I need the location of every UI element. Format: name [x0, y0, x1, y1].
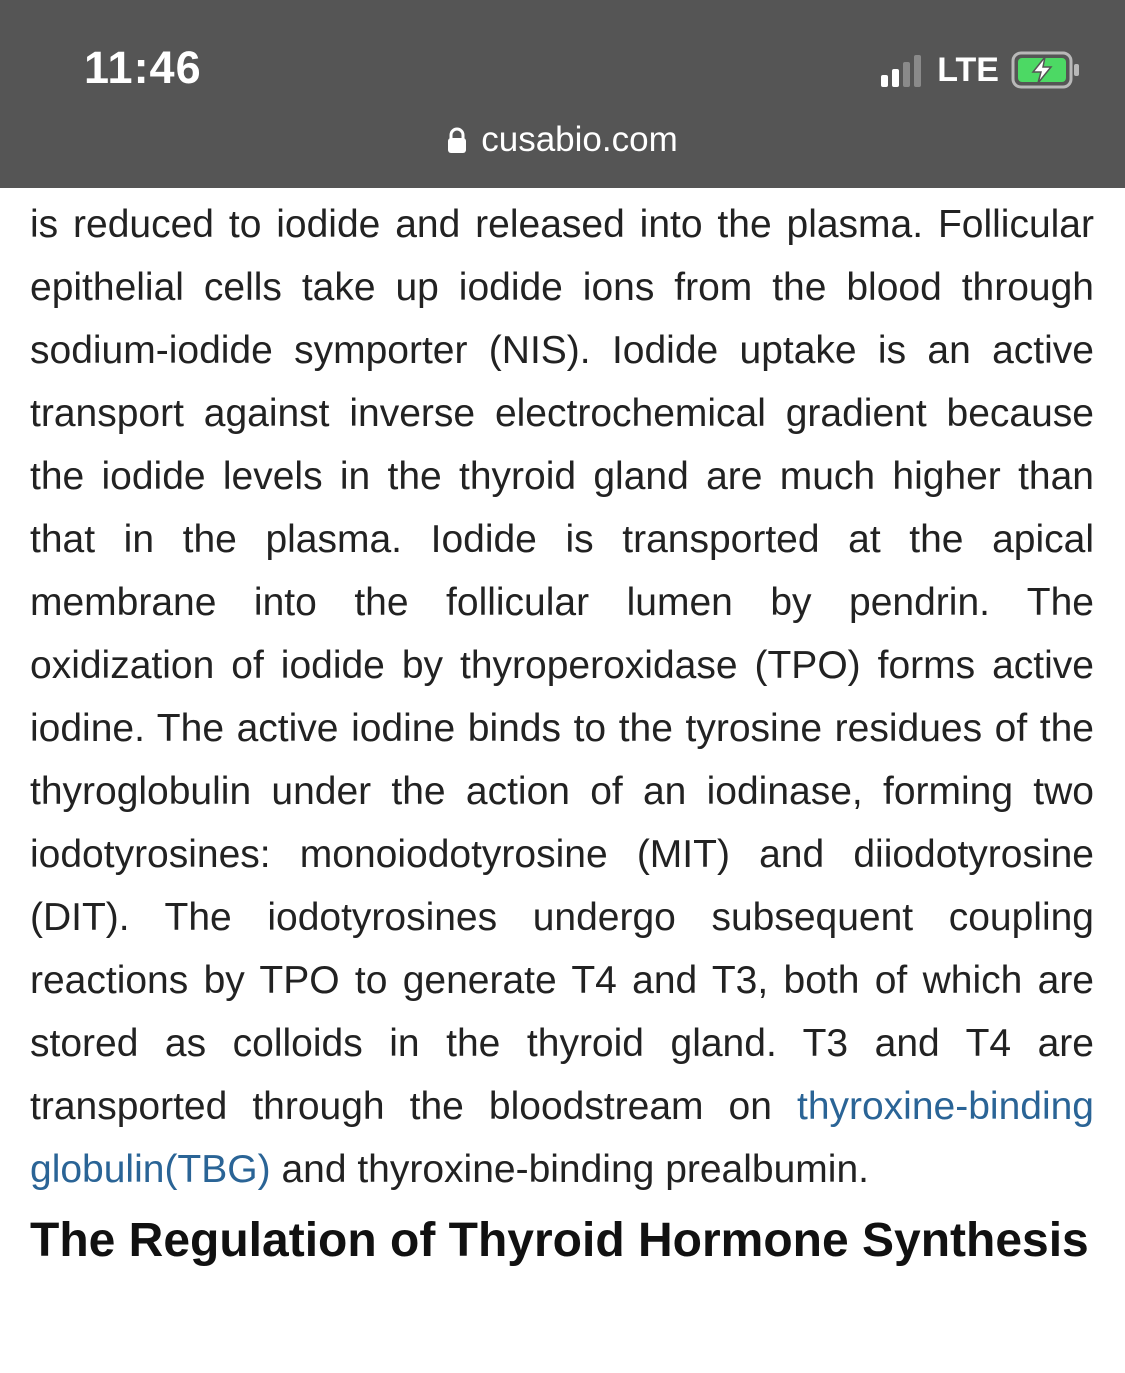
- section-heading: The Regulation of Thyroid Hormone Synthesis: [30, 1214, 1089, 1267]
- battery-charging-icon: [1011, 51, 1081, 89]
- article-paragraph: [30, 193, 1094, 1201]
- status-bar: [0, 0, 1125, 188]
- clock-time: 11:46: [84, 42, 202, 93]
- article-content: [30, 193, 1094, 1269]
- signal-icon: [881, 53, 925, 87]
- address-bar[interactable]: [0, 120, 1125, 160]
- tbg-link[interactable]: thyroxine-binding globulin(TBG): [30, 1085, 1094, 1191]
- paragraph-text: is reduced to iodide and released into the plasma. Follicular epithelial cells take up iodide ions from the blood through sodium-iodide symporter (NIS). Iodide uptake is an active transport against inverse electrochemical gradient because the iodide levels in the thyroid gland are much higher than that in the plasma. Iodide is transported at the apical membrane into the follicular lumen by pendrin. The oxidization of iodide by thyroperoxidase (TPO) forms active iodine. The active iodine binds to the tyrosine residues of the thyroglobulin under the action of an iodinase, forming two iodotyrosines: monoiodotyrosine (MIT) and diiodotyrosine (DIT). The iodotyrosines undergo subsequent coupling reactions by TPO to generate T4 and T3, both of which are stored as colloids in the thyroid gland. T3 and T4 are transported through the bloodstream on: [30, 203, 1094, 1128]
- network-type: LTE: [937, 50, 999, 89]
- url-text[interactable]: cusabio.com: [481, 120, 678, 159]
- lock-icon: [447, 126, 467, 154]
- status-indicators: [881, 50, 1081, 90]
- paragraph-text-end: and thyroxine-binding prealbumin.: [281, 1148, 869, 1191]
